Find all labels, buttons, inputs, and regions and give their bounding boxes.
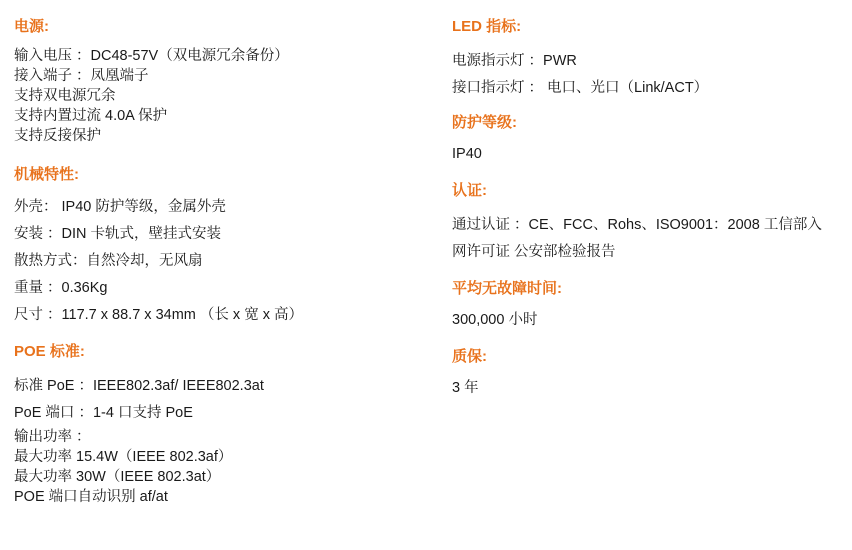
section-heading-protection: 防护等级: [452,114,517,131]
section-heading-warranty: 质保: [452,348,487,365]
section-heading-certification: 认证: [452,182,487,199]
section-heading-mtbf: 平均无故障时间: [452,280,562,297]
mechanical-line-2: 安装 ：DIN 卡轨式，壁挂式安装 [14,226,222,242]
poe-line-1: 标准 PoE ：IEEE802.3af/ IEEE802.3at [14,378,264,394]
power-line-5: 支持反接保护 [14,128,101,144]
section-warranty [452,330,842,398]
led-line-1: 电源指示灯 ：PWR [452,53,577,69]
poe-line-2: PoE 端口 ：1-4 口支持 PoE [14,405,193,421]
left-column [14,0,434,507]
section-mtbf [452,266,842,330]
mechanical-line-1: 外壳： IP40 防护等级，金属外壳 [14,199,226,215]
right-column [452,0,842,398]
protection-line-1: IP40 [452,146,482,162]
mtbf-line-1: 300,000 小时 [452,312,538,328]
mechanical-line-4: 重量 ：0.36Kg [14,280,108,296]
section-power [14,0,434,146]
section-heading-power: 电源: [14,18,49,35]
section-mechanical [14,146,434,329]
section-heading-led: LED 指标: [452,18,522,35]
section-heading-poe: POE 标准: [14,343,85,360]
poe-line-6: POE 端口自动识别 af/at [14,489,168,505]
power-line-4: 支持内置过流 4.0A 保护 [14,108,168,124]
power-line-3: 支持双电源冗余 [14,88,116,104]
poe-line-3: 输出功率 ： [14,429,91,445]
led-line-2: 接口指示灯 ： 电口、光口（Link/ACT） [452,80,709,96]
mechanical-line-3: 散热方式：自然冷却，无风扇 [14,253,203,269]
poe-line-5: 最大功率 30W（IEEE 802.3at） [14,469,221,485]
certification-line-1: 通过认证 ：CE、FCC、Rohs、ISO9001：2008 工信部入 [452,217,822,233]
poe-line-4: 最大功率 15.4W（IEEE 802.3af） [14,449,233,465]
section-poe [14,329,434,507]
section-certification [452,164,842,266]
power-line-2: 接入端子 ：凤凰端子 [14,68,149,84]
warranty-line-1: 3 年 [452,380,479,396]
certification-line-2: 网许可证 公安部检验报告 [452,244,616,260]
section-protection [452,102,842,164]
section-heading-mechanical: 机械特性: [14,166,79,183]
mechanical-line-5: 尺寸 ：117.7 x 88.7 x 34mm （长 x 宽 x 高） [14,307,304,323]
section-led [452,0,842,102]
power-line-1: 输入电压 ：DC48-57V（双电源冗余备份） [14,48,289,64]
